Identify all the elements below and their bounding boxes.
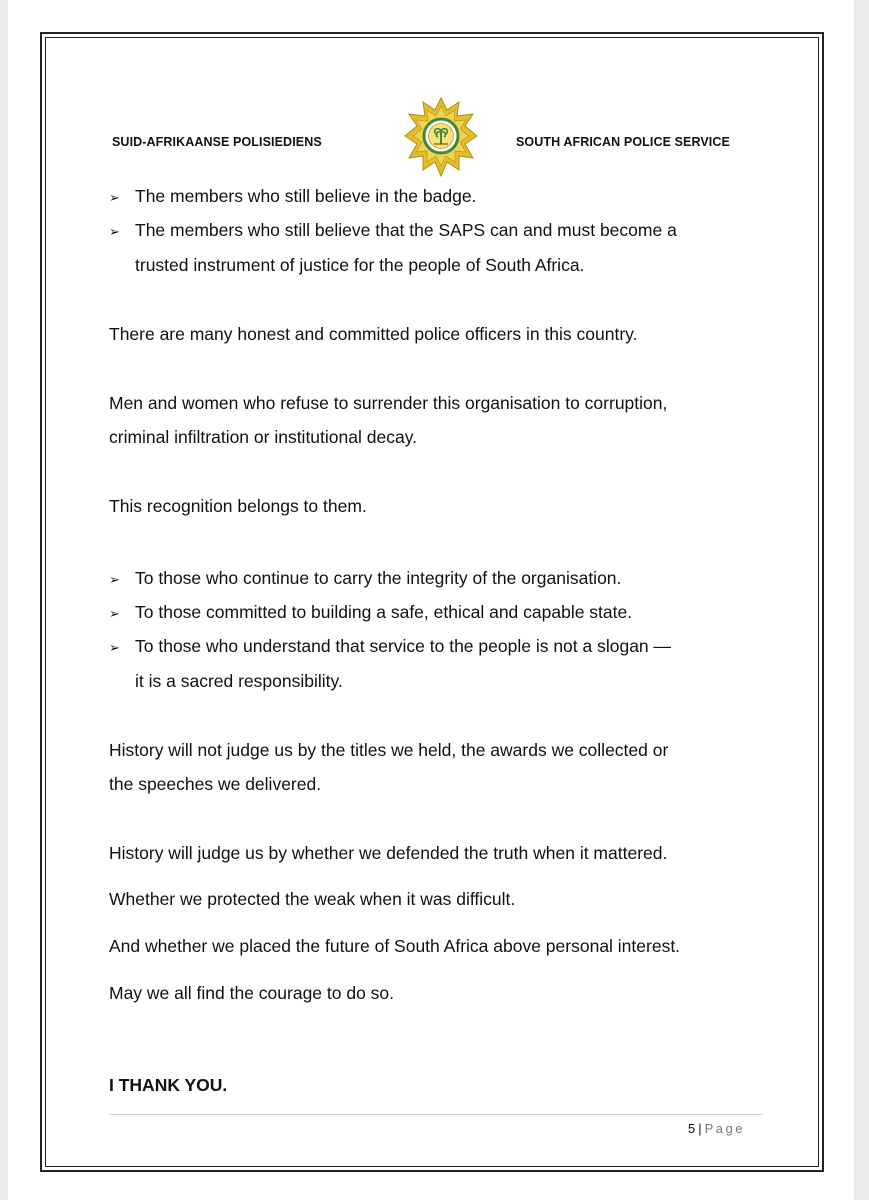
arrow-bullet-icon: ➢ [109, 225, 120, 240]
bullet-item [109, 218, 677, 245]
footer-divider [109, 1114, 763, 1115]
bullet-text: The members who still believe in the badge. [135, 186, 477, 206]
document-page [8, 0, 854, 1200]
bullet-continuation: trusted instrument of justice for the people of South Africa. [135, 255, 585, 275]
bullet-text: To those who understand that service to the people is not a slogan — [135, 636, 672, 656]
paragraph: There are many honest and committed police officers in this country. [109, 324, 638, 344]
paragraph: criminal infiltration or institutional decay. [109, 427, 418, 447]
closing-statement: I THANK YOU. [109, 1075, 228, 1095]
bullet-item [109, 634, 671, 661]
paragraph: the speeches we delivered. [109, 774, 322, 794]
bullet-text: The members who still believe that the SAPS can and must become a [135, 220, 677, 240]
bullet-text: To those committed to building a safe, ethical and capable state. [135, 602, 633, 622]
paragraph: This recognition belongs to them. [109, 496, 367, 516]
bullet-continuation: it is a sacred responsibility. [135, 671, 343, 691]
arrow-bullet-icon: ➢ [109, 607, 120, 622]
bullet-item [109, 600, 632, 627]
paragraph: History will judge us by whether we defended the truth when it mattered. [109, 843, 668, 863]
paragraph: Men and women who refuse to surrender this organisation to corruption, [109, 393, 668, 413]
header-english-title: SOUTH AFRICAN POLICE SERVICE [516, 135, 730, 149]
arrow-bullet-icon: ➢ [109, 191, 120, 206]
bullet-item [109, 566, 621, 593]
header-afrikaans-title: SUID-AFRIKAANSE POLISIEDIENS [112, 135, 322, 149]
paragraph: May we all find the courage to do so. [109, 983, 395, 1003]
saps-star-badge-icon [403, 96, 479, 178]
bullet-item [109, 184, 476, 211]
arrow-bullet-icon: ➢ [109, 641, 120, 656]
page-number-footer [688, 1120, 745, 1138]
bullet-text: To those who continue to carry the integrity of the organisation. [135, 568, 622, 588]
paragraph: And whether we placed the future of South Africa above personal interest. [109, 936, 681, 956]
page-separator: | [698, 1121, 702, 1136]
page-label: Page [704, 1121, 745, 1136]
paragraph: Whether we protected the weak when it was difficult. [109, 889, 516, 909]
paragraph: History will not judge us by the titles we held, the awards we collected or [109, 740, 669, 760]
arrow-bullet-icon: ➢ [109, 573, 120, 588]
page-number: 5 [688, 1121, 696, 1136]
